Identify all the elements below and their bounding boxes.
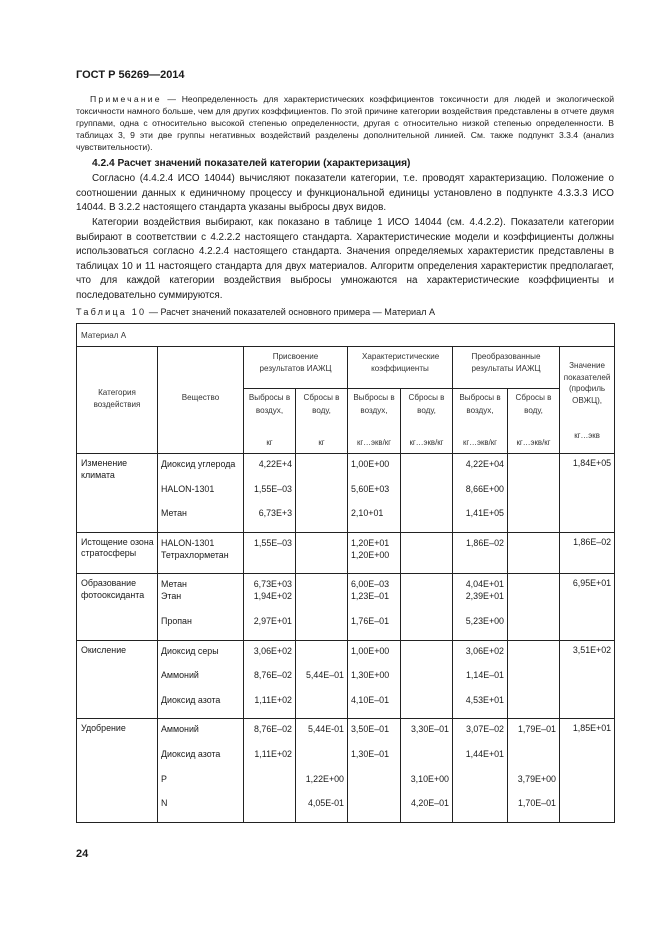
cell-value bbox=[299, 615, 344, 640]
indicator-value: 1,85E+01 bbox=[560, 719, 615, 822]
cell-value: 4,05E-01 bbox=[307, 798, 344, 809]
value-cell bbox=[348, 532, 401, 574]
cell-value: 1,79E–01 bbox=[517, 724, 556, 735]
value-cell bbox=[244, 574, 296, 640]
cell-value: 5,44E–01 bbox=[305, 670, 344, 681]
cell-value: 1,20E+01 1,20E+00 bbox=[351, 537, 390, 560]
substance-cell bbox=[158, 454, 244, 533]
header-unit: кг…экв/кг bbox=[462, 438, 497, 447]
cell-value: 5,60E+03 bbox=[351, 483, 390, 494]
impact-category: Образование фотооксиданта bbox=[77, 574, 158, 640]
cell-value bbox=[404, 578, 449, 615]
indicator-value: 6,95E+01 bbox=[560, 574, 615, 640]
cell-value: 2,10+01 bbox=[351, 508, 384, 519]
cell-value bbox=[299, 578, 344, 615]
value-cell bbox=[401, 532, 453, 574]
header-unit: кг…экв/кг bbox=[356, 438, 391, 447]
value-cell bbox=[453, 574, 508, 640]
cell-value: 4,22E+04 bbox=[465, 459, 504, 469]
cell-value bbox=[404, 537, 449, 574]
section-title: 4.2.4 Расчет значений показателей категории (характеризация) bbox=[92, 158, 411, 169]
note-label: Примечание bbox=[90, 94, 162, 104]
body-paragraph: Категории воздействия выбирают, как показано в таблице 1 ИСО 14044 (см. 4.4.2.2). Показатели категории выбирают в соответствии с 4.2.2.2 настоящего стандарта. Характеристические модели и коэффициенты должны использоваться согласно 4.2.2.4 настоящего стандарта. Значения определяемых характеристик представлены в таблицах 10 и 11 настоящего стандарта для двух материалов. Алгоритм определения характеристик предполагает, что для каждой категории воздействия выбросы умножаются на характеристические коэффициенты и последовательно суммируются. bbox=[76, 217, 614, 301]
cell-value bbox=[456, 773, 504, 798]
cell-value: 3,06E+02 bbox=[465, 645, 504, 656]
note-paragraph bbox=[76, 93, 614, 153]
cell-value: 3,79E+00 bbox=[517, 773, 556, 784]
impact-category: Истощение озона стратосферы bbox=[77, 532, 158, 574]
cell-value bbox=[351, 797, 397, 822]
cell-value: 1,14E–01 bbox=[465, 670, 504, 681]
substance-name: Диоксид азота bbox=[161, 748, 221, 759]
cell-value: 1,76E–01 bbox=[351, 615, 390, 626]
cell-value: 8,76E–02 bbox=[253, 724, 292, 735]
impact-category: Удобрение bbox=[77, 719, 158, 822]
data-table bbox=[76, 323, 615, 823]
value-cell bbox=[508, 532, 560, 574]
substance-name: Аммоний bbox=[161, 670, 199, 681]
value-cell bbox=[508, 574, 560, 640]
cell-value: 1,55E–03 bbox=[253, 537, 292, 548]
substance-name: Метан bbox=[161, 508, 187, 519]
value-cell bbox=[296, 454, 348, 533]
cell-value: 8,76E–02 bbox=[253, 670, 292, 681]
header-substance bbox=[158, 347, 244, 454]
cell-value bbox=[511, 537, 556, 574]
header-discharges-water bbox=[296, 389, 348, 454]
cell-value bbox=[511, 748, 556, 773]
cell-value: 1,30E+00 bbox=[351, 670, 390, 681]
cell-value bbox=[511, 578, 556, 615]
header-substance-text: Вещество bbox=[181, 393, 220, 402]
header-category bbox=[77, 347, 158, 454]
cell-value: 4,22E+4 bbox=[258, 459, 292, 469]
header-total-unit: кг…экв bbox=[574, 431, 600, 440]
value-cell bbox=[401, 574, 453, 640]
indicator-value: 1,86E–02 bbox=[560, 532, 615, 574]
value-cell bbox=[508, 454, 560, 533]
cell-value: 5,44E-01 bbox=[307, 724, 344, 735]
cell-value: 3,10E+00 bbox=[410, 773, 449, 784]
table-row bbox=[77, 454, 615, 533]
substance-name: Диоксид углерода bbox=[161, 459, 236, 469]
table-row bbox=[77, 640, 615, 719]
cell-value: 1,22E+00 bbox=[305, 773, 344, 784]
cell-value bbox=[247, 773, 292, 798]
cell-value bbox=[299, 507, 344, 532]
header-category-text: Категория воздействия bbox=[93, 388, 141, 409]
header-group-converted bbox=[453, 347, 560, 389]
cell-value: 3,07E–02 bbox=[465, 724, 504, 735]
cell-value bbox=[511, 483, 556, 508]
cell-value: 6,00E–03 1,23E–01 bbox=[351, 579, 390, 602]
header-group-coefficients bbox=[348, 347, 453, 389]
cell-value: 1,41E+05 bbox=[465, 508, 504, 519]
cell-value bbox=[404, 615, 449, 640]
cell-value bbox=[299, 458, 344, 483]
cell-value bbox=[511, 645, 556, 670]
cell-value: 6,73E+3 bbox=[258, 508, 292, 519]
table-row bbox=[77, 532, 615, 574]
substance-cell bbox=[158, 640, 244, 719]
substance-name: HALON-1301 Тетрахлорметан bbox=[161, 537, 229, 560]
header-discharges-water bbox=[508, 389, 560, 454]
cell-value bbox=[299, 694, 344, 719]
table-body bbox=[77, 454, 615, 823]
value-cell bbox=[401, 640, 453, 719]
header-discharges-water-text: Сбросы в воду, bbox=[515, 393, 552, 415]
header-discharges-water bbox=[401, 389, 453, 454]
document-header: ГОСТ Р 56269—2014 bbox=[76, 69, 185, 81]
substance-name: P bbox=[161, 773, 167, 784]
value-cell bbox=[508, 719, 560, 822]
header-total bbox=[560, 347, 615, 454]
cell-value: 5,23E+00 bbox=[465, 615, 504, 626]
header-emissions-air-text: Выбросы в воздух, bbox=[459, 393, 501, 415]
cell-value bbox=[456, 797, 504, 822]
cell-value: 1,00E+00 bbox=[351, 645, 390, 656]
table-row bbox=[77, 574, 615, 640]
value-cell bbox=[348, 574, 401, 640]
impact-category: Изменение климата bbox=[77, 454, 158, 533]
value-cell bbox=[348, 719, 401, 822]
value-cell bbox=[244, 532, 296, 574]
cell-value bbox=[511, 694, 556, 719]
value-cell bbox=[244, 719, 296, 822]
value-cell bbox=[453, 640, 508, 719]
header-group-converted-text: Преобразованные результаты ИАЖЦ bbox=[471, 352, 541, 373]
substance-name: Пропан bbox=[161, 615, 192, 626]
substance-name: Диоксид серы bbox=[161, 645, 219, 656]
cell-value: 1,55E–03 bbox=[253, 483, 292, 494]
cell-value: 3,06E+02 bbox=[253, 645, 292, 656]
cell-value: 1,11E+02 bbox=[254, 694, 292, 705]
substance-name: N bbox=[161, 798, 168, 809]
value-cell bbox=[348, 454, 401, 533]
header-group-coefficients-text: Характеристические коэффициенты bbox=[362, 352, 440, 373]
value-cell bbox=[508, 640, 560, 719]
substance-cell bbox=[158, 532, 244, 574]
header-emissions-air bbox=[348, 389, 401, 454]
header-emissions-air-text: Выбросы в воздух, bbox=[248, 393, 291, 415]
substance-name: Диоксид азота bbox=[161, 694, 221, 705]
header-emissions-air bbox=[453, 389, 508, 454]
cell-value bbox=[299, 748, 344, 773]
cell-value bbox=[404, 694, 449, 719]
cell-value bbox=[511, 669, 556, 694]
cell-value: 1,30E–01 bbox=[351, 748, 390, 759]
cell-value: 1,44E+01 bbox=[465, 748, 504, 759]
cell-value bbox=[404, 645, 449, 670]
cell-value: 4,53E+01 bbox=[465, 694, 504, 705]
cell-value bbox=[511, 615, 556, 640]
value-cell bbox=[453, 532, 508, 574]
table-caption-label: Таблица 10 bbox=[76, 307, 147, 317]
header-unit: кг bbox=[318, 438, 325, 447]
cell-value: 1,70E–01 bbox=[517, 798, 556, 809]
cell-value: 4,20E–01 bbox=[410, 798, 449, 809]
header-group-assignment bbox=[244, 347, 348, 389]
header-discharges-water-text: Сбросы в воду, bbox=[408, 393, 445, 415]
cell-value bbox=[404, 669, 449, 694]
cell-value: 3,50E–01 bbox=[351, 724, 390, 735]
material-header: Материал А bbox=[77, 324, 615, 347]
value-cell bbox=[296, 532, 348, 574]
substance-name: HALON-1301 bbox=[161, 483, 215, 494]
table-caption-text: — Расчет значений показателей основного примера — Материал А bbox=[146, 307, 436, 317]
value-cell bbox=[453, 454, 508, 533]
cell-value: 6,73E+03 1,94E+02 bbox=[253, 579, 292, 602]
header-emissions-air-text: Выбросы в воздух, bbox=[353, 393, 395, 415]
impact-category: Окисление bbox=[77, 640, 158, 719]
header-total-text: Значение показателей (профиль ОВЖЦ), bbox=[563, 361, 611, 405]
cell-value bbox=[404, 458, 449, 483]
value-cell bbox=[296, 574, 348, 640]
header-group-assignment-text: Присвоение результатов ИАЖЦ bbox=[259, 352, 332, 373]
substance-cell bbox=[158, 574, 244, 640]
indicator-value: 3,51E+02 bbox=[560, 640, 615, 719]
substance-name: Аммоний bbox=[161, 724, 199, 735]
cell-value: 4,04E+01 2,39E+01 bbox=[465, 579, 504, 602]
cell-value: 1,86E–02 bbox=[465, 537, 504, 548]
substance-cell bbox=[158, 719, 244, 822]
header-unit: кг…экв/кг bbox=[409, 438, 444, 447]
cell-value: 2,97E+01 bbox=[253, 615, 292, 626]
cell-value: 1,00E+00 bbox=[351, 459, 390, 469]
indicator-value: 1,84E+05 bbox=[560, 454, 615, 533]
cell-value bbox=[404, 483, 449, 508]
header-unit: кг…экв/кг bbox=[516, 438, 551, 447]
cell-value bbox=[299, 537, 344, 574]
cell-value bbox=[351, 773, 397, 798]
cell-value bbox=[404, 748, 449, 773]
body-paragraph: Согласно (4.4.2.4 ИСО 14044) вычисляют показатели категории, т.е. проводят характеризацию. Положение о соотношении данных к единичному процессу и функциональной единицы установлено в подпункте 4.3.3.3 ИСО 14044. В 3.2.2 настоящего стандарта указаны выбросы двух видов. bbox=[76, 173, 614, 213]
value-cell bbox=[296, 640, 348, 719]
substance-name: Метан Этан bbox=[161, 579, 187, 602]
value-cell bbox=[296, 719, 348, 822]
cell-value: 8,66E+00 bbox=[465, 483, 504, 494]
table-row bbox=[77, 719, 615, 822]
cell-value bbox=[511, 458, 556, 483]
cell-value bbox=[404, 507, 449, 532]
cell-value: 1,11E+02 bbox=[254, 748, 292, 759]
header-discharges-water-text: Сбросы в воду, bbox=[303, 393, 340, 415]
table-caption bbox=[76, 307, 435, 317]
value-cell bbox=[401, 719, 453, 822]
cell-value bbox=[511, 507, 556, 532]
value-cell bbox=[401, 454, 453, 533]
page-number: 24 bbox=[76, 848, 89, 860]
value-cell bbox=[453, 719, 508, 822]
value-cell bbox=[244, 640, 296, 719]
cell-value: 4,10E–01 bbox=[351, 694, 390, 705]
header-emissions-air bbox=[244, 389, 296, 454]
note-text: — Неопределенность для характеристических коэффициентов токсичности для людей и экологической токсичности намного больше, чем для других коэффициентов. По этой причине категории воздействия представлены в отчете двумя группами, одна с относительно высокой степенью определенности, другая с относительно низкой степенью определенности. В таблицах 3, 9 эти две группы негативных воздействий разделены дополнительной линией. См. также подпункт 3.3.4 (анализ чувствительности). bbox=[76, 94, 614, 152]
cell-value: 3,30E–01 bbox=[410, 724, 449, 735]
cell-value bbox=[299, 483, 344, 508]
header-unit: кг bbox=[266, 438, 273, 447]
value-cell bbox=[348, 640, 401, 719]
cell-value bbox=[299, 645, 344, 670]
value-cell bbox=[244, 454, 296, 533]
cell-value bbox=[247, 797, 292, 822]
